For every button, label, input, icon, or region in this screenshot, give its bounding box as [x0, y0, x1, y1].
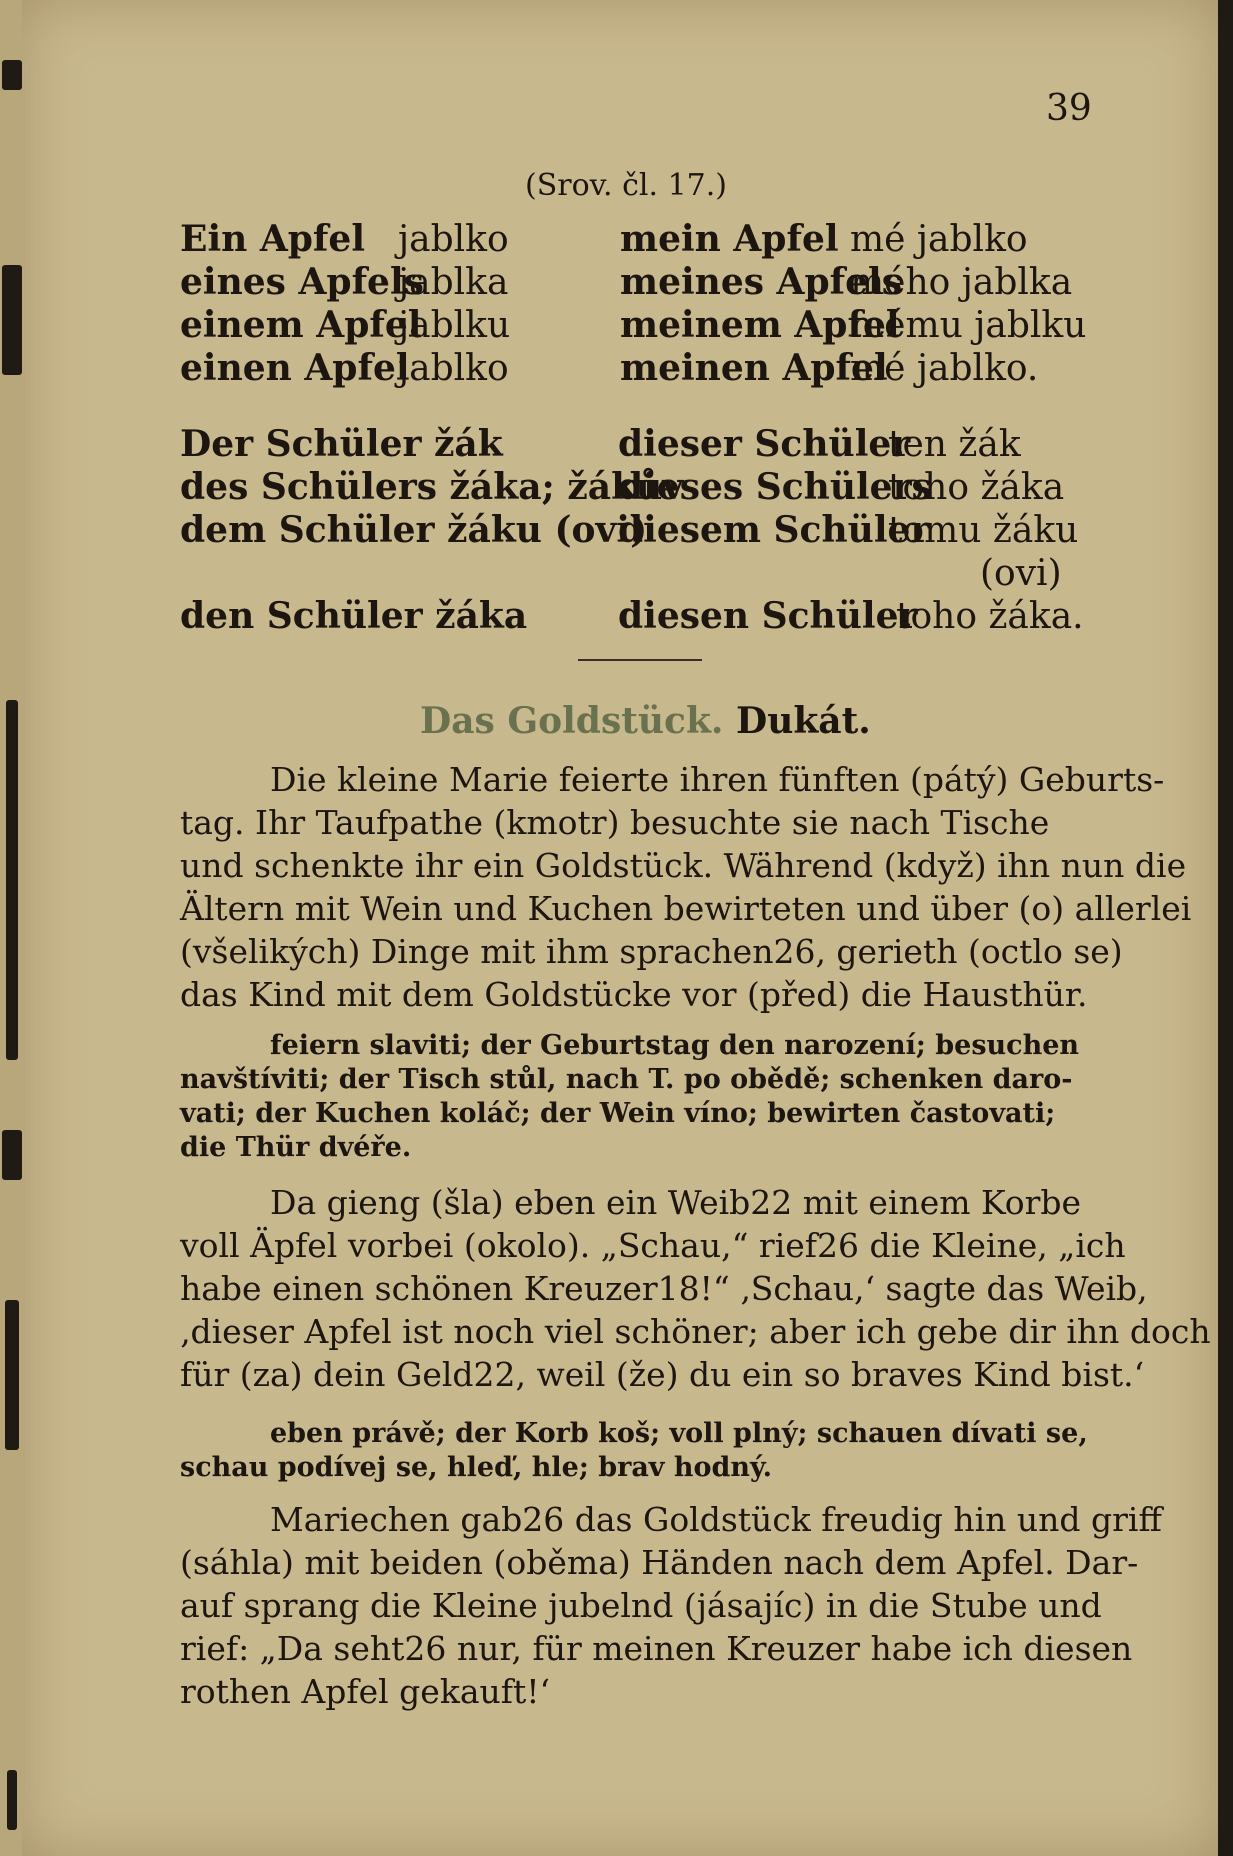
- table1-right-czech: [850, 218, 1086, 390]
- text-line: Die kleine Marie feierte ihren fünften (pátý) Geburts-: [270, 760, 1165, 799]
- binding-mark: [6, 700, 18, 1060]
- text-line: für (za) dein Geld22, weil (že) du ein so braves Kind bist.‘: [180, 1355, 1145, 1394]
- table-cell: Der Schüler žák: [180, 423, 503, 465]
- table1-left-czech: [398, 218, 510, 390]
- table-cell: meinen Apfel: [620, 347, 888, 389]
- table-cell: ten žák: [888, 424, 1021, 465]
- paragraph-3: [180, 1500, 1162, 1715]
- text-line: rothen Apfel gekauft!‘: [180, 1672, 550, 1711]
- text-line: eben právě; der Korb koš; voll plný; schauen dívati se,: [270, 1418, 1088, 1449]
- cross-reference: (Srov. čl. 17.): [525, 168, 728, 203]
- text-line: voll Äpfel vorbei (okolo). „Schau,“ rief26 die Kleine, „ich: [180, 1226, 1126, 1265]
- table2-left: [180, 423, 683, 638]
- text-line: feiern slaviti; der Geburtstag den narození; besuchen: [270, 1030, 1080, 1061]
- table-cell: meines Apfels: [620, 261, 902, 303]
- table-cell: jablko: [398, 348, 509, 389]
- table1-left-german: [180, 218, 424, 390]
- table-cell: meinem Apfel: [620, 304, 900, 346]
- text-line: vati; der Kuchen koláč; der Wein víno; bewirten častovati;: [180, 1098, 1056, 1129]
- table-cell: toho žáka: [888, 467, 1065, 508]
- page-number: 39: [1046, 88, 1092, 129]
- table-cell: den Schüler žáka: [180, 595, 528, 637]
- table-cell: dieser Schüler: [618, 423, 911, 465]
- vocabulary-note-1: [180, 1030, 1095, 1166]
- binding-mark: [2, 60, 22, 90]
- text-line: habe einen schönen Kreuzer18!“ ‚Schau,‘ sagte das Weib,: [180, 1269, 1148, 1308]
- table-cell: eines Apfels: [180, 261, 424, 303]
- table-cell: mé jablko: [850, 219, 1028, 260]
- text-line: auf sprang die Kleine jubelnd (jásajíc) in die Stube und: [180, 1586, 1102, 1625]
- table-cell: tomu žáku: [888, 510, 1079, 551]
- table2-right-czech: [888, 423, 1084, 638]
- table-cell: diesem Schüler: [618, 509, 930, 551]
- text-line: Ältern mit Wein und Kuchen bewirteten und über (o) allerlei: [180, 889, 1192, 928]
- text-line: Da gieng (šla) eben ein Weib22 mit einem Korbe: [270, 1183, 1082, 1222]
- table-cell: Ein Apfel: [180, 218, 365, 260]
- text-line: (všelikých) Dinge mit ihm sprachen26, gerieth (octlo se): [180, 932, 1123, 971]
- table-cell: jablku: [398, 305, 511, 346]
- section-divider: [578, 659, 702, 661]
- binding-mark: [5, 1300, 19, 1450]
- text-line: das Kind mit dem Goldstücke vor (před) die Hausthür.: [180, 975, 1088, 1014]
- table-cell: des Schülers žáka; žákův: [180, 466, 684, 508]
- table-cell: diesen Schüler: [618, 595, 918, 637]
- binding-mark: [2, 265, 22, 375]
- table-cell: einen Apfel: [180, 347, 410, 389]
- text-line: tag. Ihr Taufpathe (kmotr) besuchte sie nach Tische: [180, 803, 1050, 842]
- table-cell: mého jablka: [850, 262, 1073, 303]
- table-cell: toho žáka.: [896, 596, 1084, 637]
- table-cell: mému jablku: [850, 305, 1087, 346]
- table-cell: dieses Schülers: [618, 466, 932, 508]
- story-title-german: Das Goldstück.: [420, 700, 724, 742]
- story-title: [420, 700, 871, 742]
- page-edge: [1218, 0, 1233, 1856]
- paragraph-1: [180, 760, 1192, 1018]
- binding-mark: [2, 1130, 22, 1180]
- text-line: und schenkte ihr ein Goldstück. Während (když) ihn nun die: [180, 846, 1187, 885]
- table2-right-german: [618, 423, 932, 638]
- table-cell: dem Schüler žáku (ovi): [180, 509, 648, 551]
- table-cell: mein Apfel: [620, 218, 839, 260]
- text-line: (sáhla) mit beiden (oběma) Händen nach dem Apfel. Dar-: [180, 1543, 1139, 1582]
- table-cell: mé jablko.: [850, 348, 1039, 389]
- table-cell: (ovi): [980, 553, 1062, 594]
- vocabulary-note-2: [180, 1418, 1095, 1486]
- text-line: die Thür dvéře.: [180, 1132, 412, 1163]
- text-line: schau podívej se, hleď, hle; brav hodný.: [180, 1452, 773, 1483]
- story-title-czech: Dukát.: [735, 700, 871, 742]
- text-line: ‚dieser Apfel ist noch viel schöner; aber ich gebe dir ihn doch: [180, 1312, 1211, 1351]
- paragraph-2: [180, 1183, 1211, 1398]
- text-line: navštíviti; der Tisch stůl, nach T. po obědě; schenken daro-: [180, 1064, 1073, 1095]
- binding-mark: [7, 1770, 17, 1830]
- table-cell: einem Apfel: [180, 304, 422, 346]
- table-cell: jablko: [398, 219, 509, 260]
- table-cell: jablka: [398, 262, 509, 303]
- text-line: Mariechen gab26 das Goldstück freudig hin und griff: [270, 1500, 1162, 1539]
- text-line: rief: „Da seht26 nur, für meinen Kreuzer habe ich diesen: [180, 1629, 1133, 1668]
